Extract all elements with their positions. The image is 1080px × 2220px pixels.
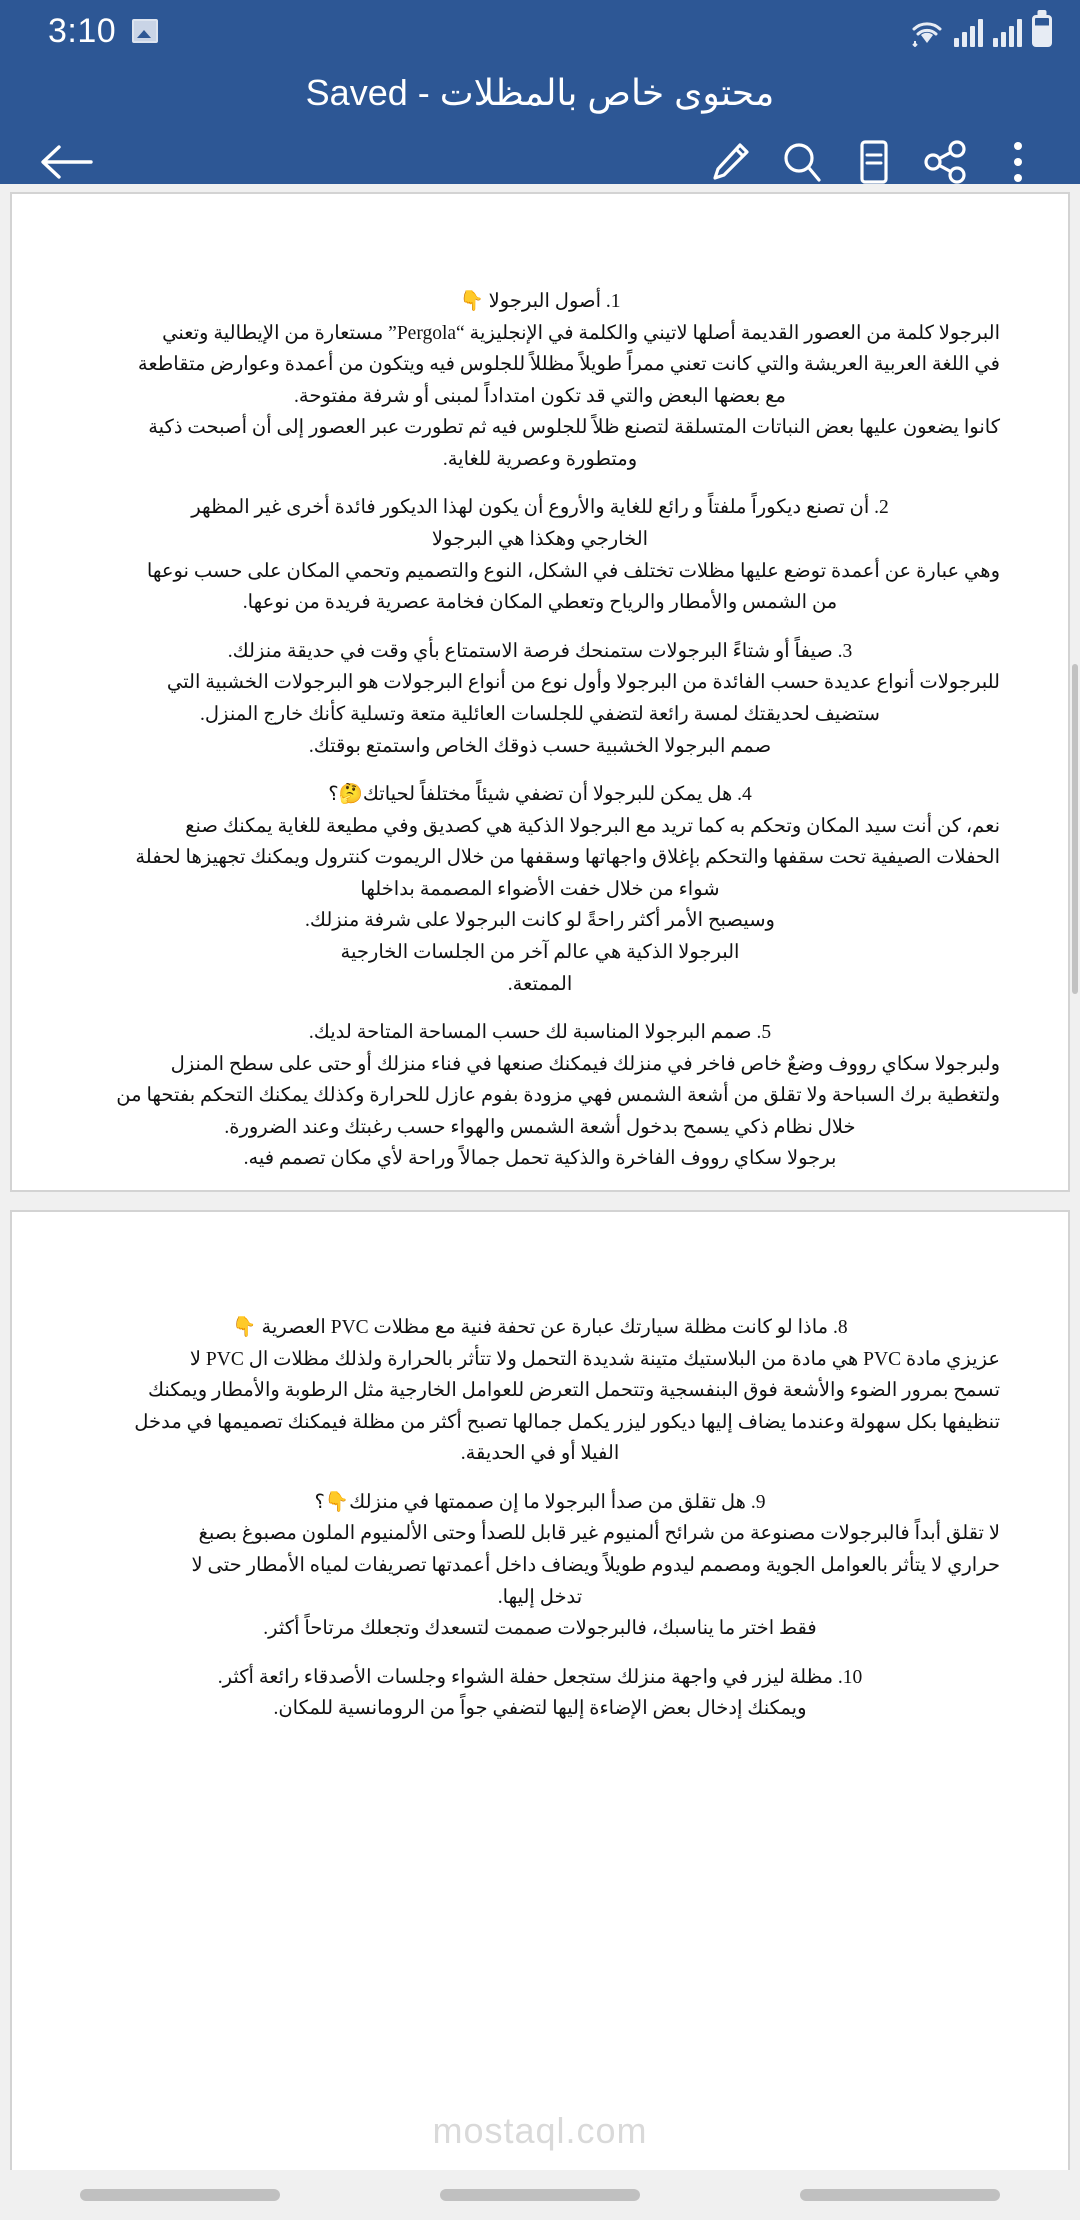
nav-home[interactable] <box>440 2189 640 2201</box>
text-line: وهي عبارة عن أعمدة توضع عليها مظلات تختلف في الشكل، النوع والتصميم وتحمي المكان على حسب نوعها <box>146 560 1000 582</box>
text-line: 5. صمم البرجولا المناسبة لك حسب المساحة المتاحة لديك. <box>308 1022 772 1044</box>
signal-icon <box>993 17 1022 47</box>
text-line: حراري لا يتأثر بالعوامل الجوية ومصمم ليدوم طويلاً ويضاف داخل أعمدتها تصريفات لمياه الأمطار حتى لا <box>191 1555 1000 1577</box>
text-line: برجولا سكاي رووف الفاخرة والذكية تحمل جمالاً وراحة لأي مكان تصمم فيه. <box>243 1148 837 1170</box>
text-line: الخارجي وهكذا هي البرجولا <box>431 529 649 551</box>
text-line: الفيلا أو في الحديقة. <box>460 1443 620 1465</box>
paragraph-item-10 <box>80 1662 1000 1725</box>
text-line: ستضيف لحديقتك لمسة رائعة لتضفي للجلسات العائلية متعة وتسلية كأنك خارج المنزل. <box>200 703 880 725</box>
text-line: مع بعضها البعض والتي قد تكون امتداداً لمبنى أو شرفة مفتوحة. <box>294 385 786 407</box>
text-line: فقط اختر ما يناسبك، فالبرجولات صممت لتسعدك وتجعلك مرتاحاً أكثر. <box>263 1618 817 1640</box>
nav-recents[interactable] <box>80 2189 280 2201</box>
status-clock: 3:10 <box>48 12 117 50</box>
toolbar <box>0 140 1080 184</box>
text-line: الممتعة. <box>507 973 573 995</box>
text-line: 8. ماذا لو كانت مظلة سيارتك عبارة عن تحفة فنية مع مظلات PVC العصرية 👇 <box>232 1317 848 1338</box>
paragraph-item-4 <box>80 779 1000 1000</box>
signal-icon <box>954 17 983 47</box>
paragraph-item-8 <box>80 1312 1000 1470</box>
vertical-scrollbar[interactable] <box>1072 664 1078 994</box>
text-line: من الشمس والأمطار والرياح وتعطي المكان فخامة عصرية فريدة من نوعها. <box>242 592 838 614</box>
text-line: نعم، كن أنت سيد المكان وتحكم به كما تريد مع البرجولا الذكية هي كصديق وفي مطيعة للغاية يمكنك صنع <box>185 815 1000 837</box>
page-title: محتوى خاص بالمظلات - Saved <box>305 72 775 113</box>
text-line: 9. هل تقلق من صدأ البرجولا ما إن صممتها في منزلك👇؟ <box>314 1491 766 1513</box>
paragraph-item-2 <box>80 492 1000 618</box>
text-line: تدخل إليها. <box>497 1586 583 1608</box>
wifi-icon <box>910 17 944 47</box>
text-line: الحفلات الصيفية تحت سقفها والتحكم بإغلاق واجهاتها وسقفها من خلال الريموت كنترول ويمكنك تجهيزها لحفلة <box>135 847 1000 869</box>
nav-back[interactable] <box>800 2189 1000 2201</box>
watermark: mostaql.com <box>432 2110 648 2151</box>
app-bar <box>0 62 1080 184</box>
text-line: صمم البرجولا الخشبية حسب ذوقك الخاص واستمتع بوقتك. <box>308 735 772 757</box>
text-line: 3. صيفاً أو شتاءً البرجولات ستمنحك فرصة الاستمتاع بأي وقت في حديقة منزلك. <box>227 640 853 662</box>
text-line: تسمح بمرور الضوء والأشعة فوق البنفسجية وتتحمل التعرض للعوامل الخارجية مثل الرطوبة والأمطار ويمكنك <box>147 1380 1000 1402</box>
paragraph-item-5 <box>80 1017 1000 1175</box>
image-icon <box>132 19 158 43</box>
status-bar-left <box>48 14 158 48</box>
text-line: خلال نظام ذكي يسمح بدخول أشعة الشمس والهواء حسب رغبتك وعند الضرورة. <box>224 1116 856 1138</box>
text-line: لا تقلق أبداً فالبرجولات مصنوعة من شرائح ألمنيوم غير قابل للصدأ وحتى الألمنيوم الملون مصبوغ بصبغ <box>198 1523 1000 1545</box>
text-line: شواء من خلال خفت الأضواء المصممة بداخلها <box>360 878 720 900</box>
system-navigation-bar <box>0 2170 1080 2220</box>
status-bar <box>0 0 1080 62</box>
text-line: 4. هل يمكن للبرجولا أن تضفي شيئاً مختلفاً لحياتك🤔؟ <box>328 784 752 806</box>
text-line: ومتطورة وعصرية للغاية. <box>442 448 638 470</box>
page-1-content <box>12 194 1068 1192</box>
document-page-2 <box>10 1210 1070 2170</box>
text-line: ولبرجولا سكاي رووف وضعٌ خاص فاخر في منزلك فيمكنك صنعها في فناء منزلك أو حتى على سطح المنزل <box>170 1053 1000 1075</box>
text-line: كانوا يضعون عليها بعض النباتات المتسلقة لتصنع ظلاً للجلوس فيه ثم تطورت عبر العصور إلى أن أصبحت ذكية <box>148 417 1000 439</box>
text-line: 1. أصول البرجولا 👇 <box>459 291 621 312</box>
text-line: للبرجولات أنواع عديدة حسب الفائدة من البرجولا وأول نوع من أنواع البرجولات هو البرجولات الخشبية التي <box>166 672 1000 694</box>
text-line: 10. مظلة ليزر في واجهة منزلك ستجعل حفلة الشواء وجلسات الأصدقاء رائعة أكثر. <box>217 1666 863 1688</box>
paragraph-item-9 <box>80 1487 1000 1645</box>
text-line: البرجولا الذكية هي عالم آخر من الجلسات الخارجية <box>340 941 740 963</box>
paragraph-item-1 <box>80 286 1000 475</box>
page-2-content <box>12 1212 1068 1725</box>
text-line: ويمكنك إدخال بعض الإضاءة إليها لتضفي جواً من الرومانسية للمكان. <box>273 1698 807 1720</box>
paragraph-item-3 <box>80 636 1000 762</box>
text-line: تنظيفها بكل سهولة وعندما يضاف إليها ديكور ليزر يكمل جمالها تصبح أكثر من مظلة فيمكنك تصميمها في مدخل <box>134 1411 1000 1433</box>
document-scroll-area[interactable] <box>0 184 1080 2170</box>
text-line: عزيزي مادة PVC هي مادة من البلاستيك متينة شديدة التحمل ولا تتأثر بالحرارة ولذلك مظلات ال PVC لا <box>189 1348 1000 1370</box>
text-line: 2. أن تصنع ديكوراً ملفتاً و رائع للغاية والأروع أن يكون لهذا الديكور فائدة أخرى غير المظهر <box>191 497 889 519</box>
text-line: البرجولا كلمة من العصور القديمة أصلها لاتيني والكلمة في الإنجليزية “Pergola” مستعارة من الإيطالية وتعني <box>162 322 1000 344</box>
document-page-1 <box>10 192 1070 1192</box>
battery-icon <box>1032 15 1052 47</box>
text-line: ولتغطية برك السباحة ولا تقلق من أشعة الشمس فهي مزودة بفوم عازل للحرارة وكذلك يمكنك التحكم بفتحها من <box>116 1085 1000 1107</box>
status-bar-right <box>910 15 1052 47</box>
text-line: وسيصبح الأمر أكثر راحةً لو كانت البرجولا على شرفة منزلك. <box>305 910 775 932</box>
text-line: في اللغة العربية العريشة والتي كانت تعني ممراً طويلاً مظللاً للجلوس فيه ويتكون من أعمدة وعوارض متقاطعة <box>137 354 1000 376</box>
